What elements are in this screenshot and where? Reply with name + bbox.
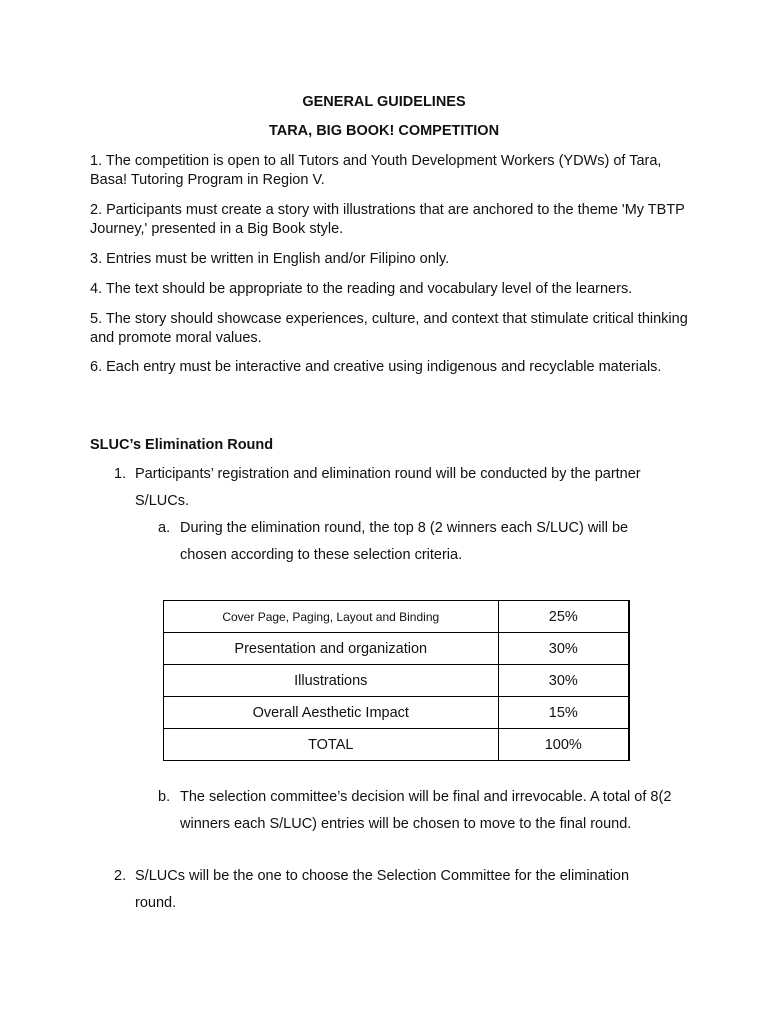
guideline-6: 6. Each entry must be interactive and creative using indigenous and recyclable materials.	[90, 359, 662, 375]
criteria-label: Presentation and organization	[164, 633, 499, 665]
list-text: Participants’ registration and elimination round will be conducted by the partner S/LUCs.	[135, 466, 641, 509]
guideline-2: 2. Participants must create a story with illustrations that are anchored to the theme 'My TBTP Journey,' presented in a Big Book style.	[90, 202, 685, 237]
guideline-3: 3. Entries must be written in English and/or Filipino only.	[90, 251, 450, 267]
criteria-label: Overall Aesthetic Impact	[164, 697, 499, 729]
list-text: The selection committee’s decision will be final and irrevocable. A total of 8(2 winners each S/LUC) entries will be chosen to move to the final round.	[180, 789, 672, 832]
list-text: During the elimination round, the top 8 (2 winners each S/LUC) will be chosen according to these selection criteria.	[180, 520, 629, 563]
criteria-table	[163, 600, 630, 761]
guideline-5: 5. The story should showcase experiences, culture, and context that stimulate critical thinking and promote moral values.	[90, 311, 688, 346]
criteria-weight: 15%	[498, 697, 629, 729]
list-letter: a.	[158, 520, 171, 536]
section-heading: SLUC’s Elimination Round	[90, 437, 274, 453]
list-letter: b.	[158, 789, 171, 805]
document-title: GENERAL GUIDELINES	[302, 94, 466, 110]
criteria-weight: 25%	[498, 601, 629, 633]
criteria-weight: 30%	[498, 665, 629, 697]
table-row	[164, 633, 630, 665]
criteria-label: Cover Page, Paging, Layout and Binding	[164, 601, 499, 633]
list-text: S/LUCs will be the one to choose the Selection Committee for the elimination round.	[135, 868, 630, 911]
criteria-weight: 100%	[498, 729, 629, 761]
table-row	[164, 601, 630, 633]
guideline-1: 1. The competition is open to all Tutors and Youth Development Workers (YDWs) of Tara, Basa! Tutoring Program in Region V.	[90, 153, 662, 188]
table-row	[164, 697, 630, 729]
table-row	[164, 665, 630, 697]
criteria-label: TOTAL	[164, 729, 499, 761]
competition-title: TARA, BIG BOOK! COMPETITION	[268, 123, 500, 139]
list-number: 2.	[114, 868, 127, 884]
list-number: 1.	[114, 466, 127, 482]
criteria-weight: 30%	[498, 633, 629, 665]
table-row-total	[164, 729, 630, 761]
guideline-4: 4. The text should be appropriate to the reading and vocabulary level of the learners.	[90, 281, 633, 297]
criteria-label: Illustrations	[164, 665, 499, 697]
